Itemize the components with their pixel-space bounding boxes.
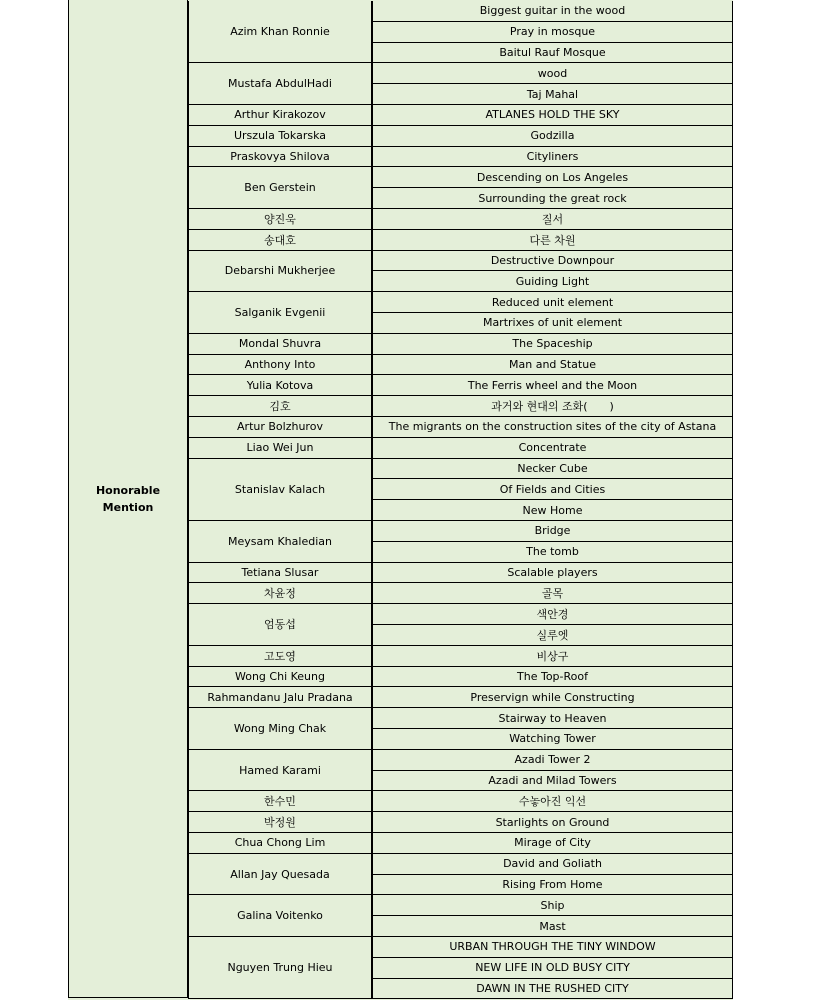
work-title-cell: Necker Cube — [372, 459, 733, 480]
work-title-cell: Guiding Light — [372, 271, 733, 292]
work-title-cell: Rising From Home — [372, 875, 733, 896]
work-title-cell: Baitul Rauf Mosque — [372, 43, 733, 64]
work-title-cell: URBAN THROUGH THE TINY WINDOW — [372, 937, 733, 958]
work-title-cell: ATLANES HOLD THE SKY — [372, 105, 733, 126]
work-title-cell: Martrixes of unit element — [372, 313, 733, 334]
work-title-cell: Cityliners — [372, 147, 733, 168]
entrant-name-cell: Wong Chi Keung — [188, 667, 373, 688]
titles-column — [372, 0, 733, 998]
work-title-cell: Taj Mahal — [372, 84, 733, 105]
work-title-cell: Of Fields and Cities — [372, 479, 733, 500]
entrant-name-cell: Salganik Evgenii — [188, 292, 373, 334]
awards-table — [68, 0, 733, 1000]
entrant-name-cell: Ben Gerstein — [188, 167, 373, 209]
work-title-cell: 수놓아진 익선 — [372, 791, 733, 812]
work-title-cell: 골목 — [372, 583, 733, 604]
entrant-name-cell: 김호 — [188, 396, 373, 417]
work-title-cell: 과거와 현대의 조화( ) — [372, 396, 733, 417]
entrant-name-cell: Rahmandanu Jalu Pradana — [188, 687, 373, 708]
work-title-cell: 다른 차원 — [372, 230, 733, 251]
work-title-cell: Man and Statue — [372, 355, 733, 376]
names-column — [188, 0, 373, 998]
work-title-cell: Azadi and Milad Towers — [372, 771, 733, 792]
entrant-name-cell: Nguyen Trung Hieu — [188, 937, 373, 999]
entrant-name-cell: Mustafa AbdulHadi — [188, 63, 373, 105]
entrant-name-cell: Tetiana Slusar — [188, 563, 373, 584]
work-title-cell: 색안경 — [372, 604, 733, 625]
entrant-name-cell: Hamed Karami — [188, 750, 373, 792]
entrant-name-cell: Mondal Shuvra — [188, 334, 373, 355]
entrant-name-cell: Praskovya Shilova — [188, 147, 373, 168]
work-title-cell: Biggest guitar in the wood — [372, 1, 733, 22]
work-title-cell: Stairway to Heaven — [372, 708, 733, 729]
entrant-name-cell: Yulia Kotova — [188, 375, 373, 396]
work-title-cell: Bridge — [372, 521, 733, 542]
award-category-cell — [68, 0, 188, 998]
entrant-name-cell: Wong Ming Chak — [188, 708, 373, 750]
work-title-cell: Starlights on Ground — [372, 812, 733, 833]
entrant-name-cell: 한수민 — [188, 791, 373, 812]
work-title-cell: 질서 — [372, 209, 733, 230]
entrant-name-cell: 박정원 — [188, 812, 373, 833]
entrant-name-cell: 차윤정 — [188, 583, 373, 604]
work-title-cell: Descending on Los Angeles — [372, 167, 733, 188]
entrant-name-cell: Anthony Into — [188, 355, 373, 376]
entrant-name-cell: Allan Jay Quesada — [188, 854, 373, 896]
work-title-cell: The Spaceship — [372, 334, 733, 355]
work-title-cell: Pray in mosque — [372, 22, 733, 43]
entrant-name-cell: Debarshi Mukherjee — [188, 251, 373, 293]
award-category-label: Honorable Mention — [95, 483, 161, 514]
work-title-cell: 실루엣 — [372, 625, 733, 646]
work-title-cell: NEW LIFE IN OLD BUSY CITY — [372, 958, 733, 979]
work-title-cell: Concentrate — [372, 438, 733, 459]
work-title-cell: Watching Tower — [372, 729, 733, 750]
work-title-cell: 비상구 — [372, 646, 733, 667]
entrant-name-cell: Meysam Khaledian — [188, 521, 373, 563]
entrant-name-cell: Liao Wei Jun — [188, 438, 373, 459]
work-title-cell: Mast — [372, 916, 733, 937]
entrant-name-cell: Galina Voitenko — [188, 895, 373, 937]
entrant-name-cell: 양진욱 — [188, 209, 373, 230]
work-title-cell: The tomb — [372, 542, 733, 563]
work-title-cell: The migrants on the construction sites of the city of Astana — [372, 417, 733, 438]
work-title-cell: Mirage of City — [372, 833, 733, 854]
work-title-cell: The Top-Roof — [372, 667, 733, 688]
entrant-name-cell: 고도영 — [188, 646, 373, 667]
entrant-name-cell: Stanislav Kalach — [188, 459, 373, 521]
entrant-name-cell: Arthur Kirakozov — [188, 105, 373, 126]
work-title-cell: Godzilla — [372, 126, 733, 147]
work-title-cell: Preservign while Constructing — [372, 687, 733, 708]
work-title-cell: DAWN IN THE RUSHED CITY — [372, 979, 733, 1000]
work-title-cell: The Ferris wheel and the Moon — [372, 375, 733, 396]
entrant-name-cell: Chua Chong Lim — [188, 833, 373, 854]
entrant-name-cell: Azim Khan Ronnie — [188, 1, 373, 63]
entrant-name-cell: 송대호 — [188, 230, 373, 251]
work-title-cell: New Home — [372, 500, 733, 521]
entrant-name-cell: 엄동섭 — [188, 604, 373, 646]
work-title-cell: wood — [372, 63, 733, 84]
work-title-cell: Reduced unit element — [372, 292, 733, 313]
work-title-cell: David and Goliath — [372, 854, 733, 875]
entrant-name-cell: Artur Bolzhurov — [188, 417, 373, 438]
work-title-cell: Ship — [372, 895, 733, 916]
work-title-cell: Surrounding the great rock — [372, 188, 733, 209]
entrant-name-cell: Urszula Tokarska — [188, 126, 373, 147]
work-title-cell: Azadi Tower 2 — [372, 750, 733, 771]
work-title-cell: Scalable players — [372, 563, 733, 584]
work-title-cell: Destructive Downpour — [372, 251, 733, 272]
